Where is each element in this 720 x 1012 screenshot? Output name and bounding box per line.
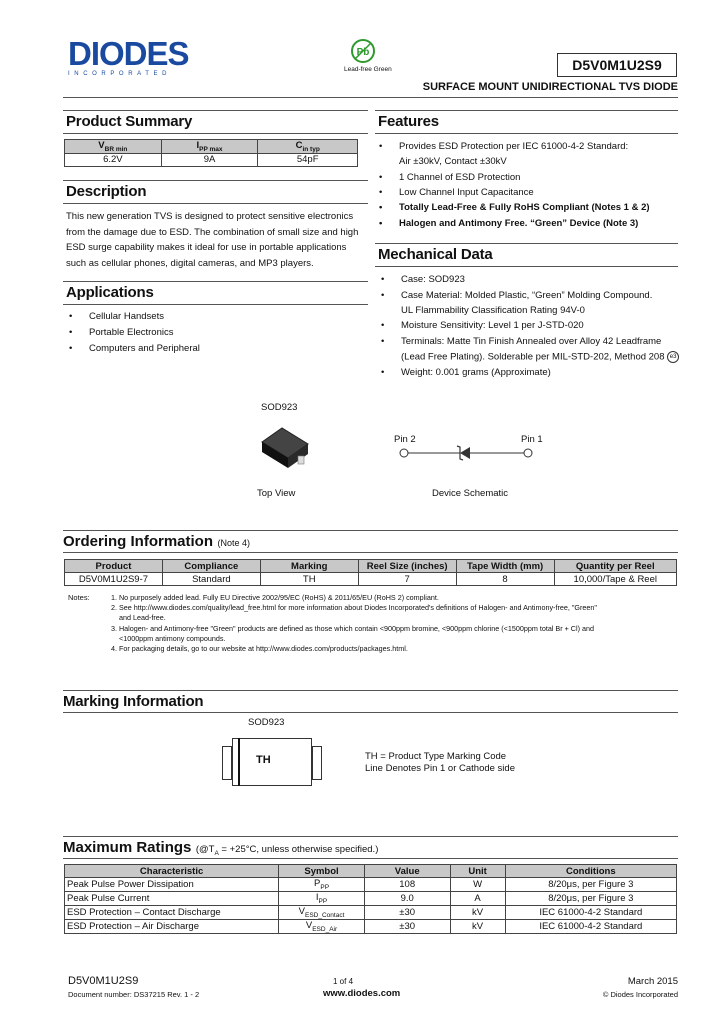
cin-value: 54pF [258,153,358,166]
footer-part: D5V0M1U2S9 [68,975,139,987]
list-item: • Moisture Sensitivity: Level 1 per J-STD-020 [401,320,584,331]
svg-text:Pb: Pb [356,47,370,58]
package-drawing [250,420,320,481]
list-item: • Low Channel Input Capacitance [399,187,534,198]
ordering-title-row [63,533,250,551]
diodes-logo [68,35,189,77]
part-number-box [557,53,677,77]
schematic-label: Device Schematic [432,488,509,499]
footer-copyright: © Diodes Incorporated [602,990,678,999]
e3-icon: e3 [667,351,679,363]
product-summary-table: $V_{BR min}$ $I_{PP max}$ $C_{in typ}$ 6.2V 9A 54pF [64,139,358,167]
list-item: • Computers and Peripheral [89,343,200,354]
table-row: ESD Protection – Air Discharge $V_{ESD\_Air}$ ±30 kV IEC 61000-4-2 Standard [65,919,677,933]
doc-subtitle: SURFACE MOUNT UNIDIRECTIONAL TVS DIODE [422,81,678,93]
description-text: This new generation TVS is designed to protect sensitive electronics from the damage due to ESD. The combination of small size and high ESD surge capability makes it ideal for use in portable applications such as cellular phones, digital cameras, and MP3 players. [66,211,359,269]
marking-code: TH [256,754,271,766]
features-title: Features [378,113,439,130]
footer-url[interactable]: www.diodes.com [323,988,401,999]
list-item-cont: (Lead Free Plating). Solderable per MIL-STD-202, Method 208 e3 [401,351,679,363]
package-label: SOD923 [261,402,298,413]
footer-page: 1 of 4 [333,977,354,986]
device-schematic [396,443,536,468]
footer-doc: Document number: DS37215 Rev. 1 - 2 [68,990,200,999]
marking-line2: Line Denotes Pin 1 or Cathode side [365,763,515,774]
table-row: Peak Pulse Current $I_{PP}$ 9.0 A 8/20μs, per Figure 3 [65,891,677,905]
list-item: • Cellular Handsets [89,311,164,322]
mechanical-title: Mechanical Data [378,246,493,263]
list-item: • Case: SOD923 [401,274,465,285]
table-row: Peak Pulse Power Dissipation $P_{PP}$ 108 W 8/20μs, per Figure 3 [65,878,677,892]
list-item-cont: UL Flammability Classification Rating 94V-0 [401,305,585,316]
footer-date: March 2015 [627,976,678,987]
list-item: • Terminals: Matte Tin Finish Annealed over Alloy 42 Leadframe [401,336,661,347]
table-row: ESD Protection – Contact Discharge $V_{ESD\_Contact}$ ±30 kV IEC 61000-4-2 Standard [65,905,677,919]
notes-label: Notes: [68,593,90,602]
pin1-label: Pin 1 [521,434,543,445]
top-view-label: Top View [257,488,296,499]
max-ratings-title: Maximum Ratings [63,839,192,856]
vbr-value: 6.2V [65,153,162,166]
product-summary-title: Product Summary [66,113,193,130]
max-ratings-title-row [63,839,378,857]
ordering-table: Product Compliance Marking Reel Size (inches) Tape Width (mm) Quantity per Reel D5V0M1U2S9-7 Standard TH 7 8 10,000/Tape & Reel [64,559,677,586]
list-item: • Weight: 0.001 grams (Approximate) [401,367,551,378]
list-item: • Portable Electronics [89,327,173,338]
table-row: D5V0M1U2S9-7 Standard TH 7 8 10,000/Tape & Reel [65,573,677,586]
part-number: D5V0M1U2S9 [572,57,662,73]
max-ratings-condition: ($@T_A = +25^\circ C$, unless otherwise specified.) [195,844,379,857]
marking-package-label: SOD923 [248,717,285,728]
marking-line1: TH = Product Type Marking Code [365,751,507,762]
max-ratings-table: Characteristic Symbol Value Unit Conditions Peak Pulse Power Dissipation $P_{PP}$ 108 W 8/20μs, per Figure 3 Peak Pulse Current $I_{PP}$ 9.0 A 8/20μs, per Figure 3 ESD Protection – Contact Discharge $V_{ESD\_Contact}$ ±30 kV IEC 61000-4-2 Standard ESD Protection – Air Discharge $V_{ESD\_Air}$ ±30 kV IEC 61000-4-2 Standard [64,864,677,934]
ordering-note: (Note 4) [217,538,250,548]
description-title: Description [66,183,147,200]
marking-title: Marking Information [63,693,204,710]
list-item-cont: Air ±30kV, Contact ±30kV [399,156,507,167]
logo-subtext: INCORPORATED [68,71,172,77]
list-item: • Case Material: Molded Plastic, “Green” Molding Compound. [401,290,652,301]
pin2-label: Pin 2 [394,434,416,445]
leadfree-label: Lead-free Green [344,66,392,73]
notes-text: 1. No purposely added lead. Fully EU Directive 2002/95/EC (RoHS) & 2011/65/EU (RoHS 2) compliant. 2. See http://www.diodes.com/quality/lead_free.html for more information about Diodes Incorporated's definitions of Halogen- and Antimony-free, "Green" and Lead-free. 3. Halogen- and Antimony-free "Green" products are defined as those which contain <900ppm bromine, <900ppm chlorine (<1500ppm total Br + Cl) and <1000ppm antimony compounds. 4. For packaging details, go to our website at http://www.diodes.com/products/packages.html. [111,593,597,654]
marking-drawing [222,738,322,786]
list-item: • Provides ESD Protection per IEC 61000-4-2 Standard: [399,141,628,152]
list-item: • Totally Lead-Free & Fully RoHS Compliant (Notes 1 & 2) [399,202,650,213]
list-item: • Halogen and Antimony Free. “Green” Device (Note 3) [399,218,638,229]
logo-text: DIODES [68,35,189,72]
list-item: • 1 Channel of ESD Protection [399,172,520,183]
ordering-title: Ordering Information [63,533,213,550]
applications-title: Applications [66,284,154,301]
pb-free-icon [350,38,376,64]
ipp-value: 9A [161,153,258,166]
